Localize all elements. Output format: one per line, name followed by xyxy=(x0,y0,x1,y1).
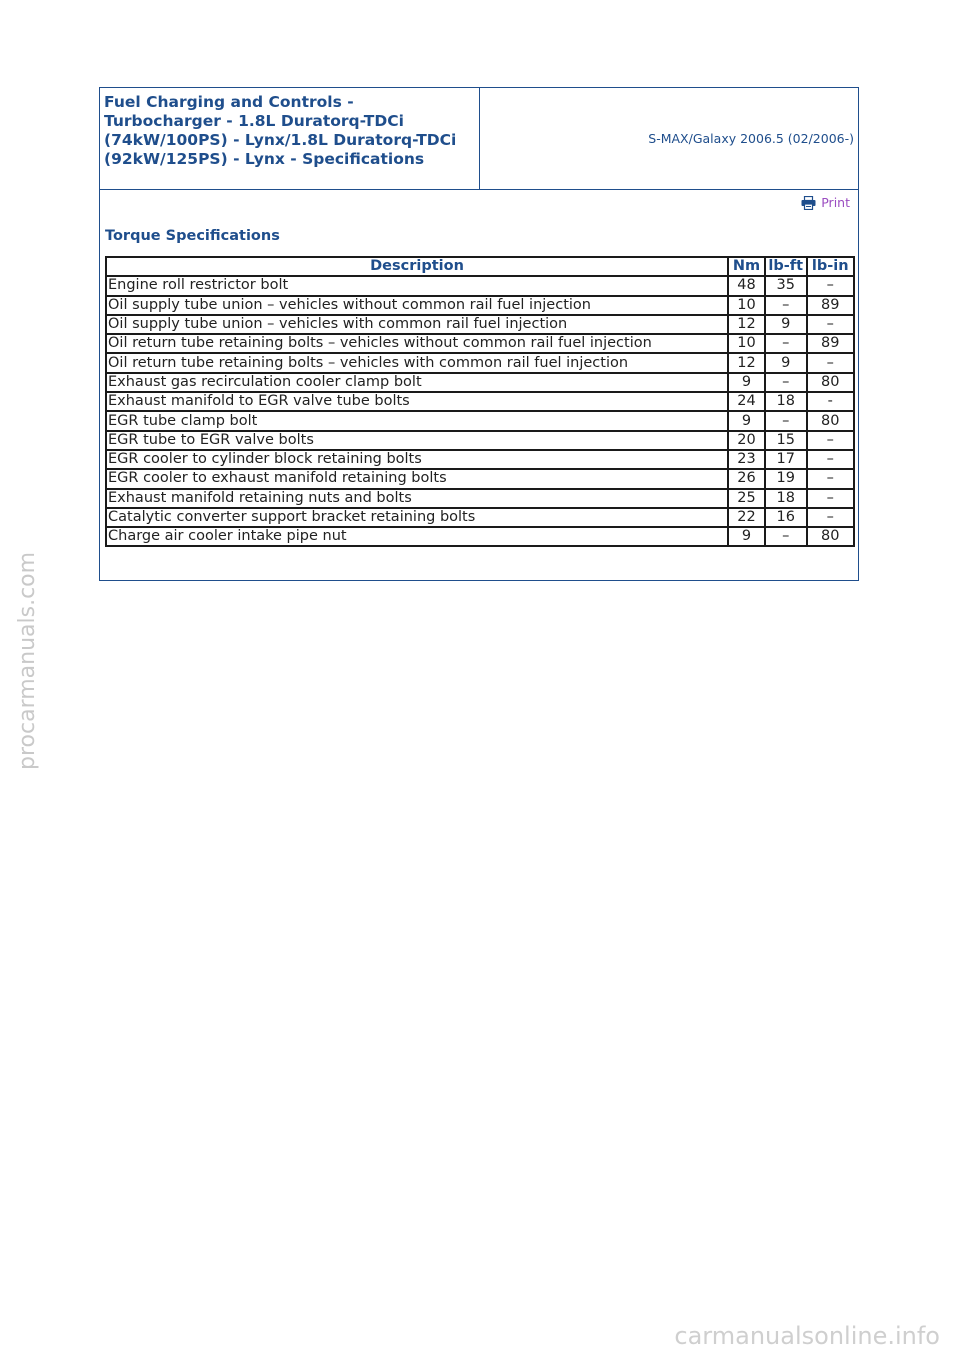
cell-lbft: 19 xyxy=(765,469,807,488)
table-row xyxy=(106,450,854,469)
cell-lbin: – xyxy=(807,508,854,527)
cell-description: Engine roll restrictor bolt xyxy=(106,276,728,295)
printer-icon xyxy=(801,196,816,210)
cell-lbft: – xyxy=(765,334,807,353)
header-model-cell xyxy=(480,88,858,190)
cell-nm: 10 xyxy=(728,296,765,315)
column-header-lbin: lb-in xyxy=(807,257,854,276)
header-title-cell xyxy=(100,88,480,190)
model-label: S-MAX/Galaxy 2006.5 (02/2006-) xyxy=(648,131,854,146)
cell-description: EGR tube clamp bolt xyxy=(106,411,728,430)
table-row xyxy=(106,469,854,488)
cell-description: Exhaust manifold to EGR valve tube bolts xyxy=(106,392,728,411)
cell-nm: 23 xyxy=(728,450,765,469)
table-row xyxy=(106,431,854,450)
column-header-description: Description xyxy=(106,257,728,276)
cell-lbft: 9 xyxy=(765,315,807,334)
print-label: Print xyxy=(821,195,850,210)
table-row xyxy=(106,353,854,372)
table-row xyxy=(106,373,854,392)
cell-nm: 24 xyxy=(728,392,765,411)
column-header-nm: Nm xyxy=(728,257,765,276)
column-header-lbft: lb-ft xyxy=(765,257,807,276)
torque-spec-table xyxy=(105,256,855,547)
cell-nm: 12 xyxy=(728,315,765,334)
cell-lbin: – xyxy=(807,469,854,488)
cell-description: EGR tube to EGR valve bolts xyxy=(106,431,728,450)
cell-lbin: – xyxy=(807,353,854,372)
side-watermark: procarmanuals.com xyxy=(15,551,40,770)
cell-nm: 10 xyxy=(728,334,765,353)
cell-lbft: 15 xyxy=(765,431,807,450)
cell-nm: 26 xyxy=(728,469,765,488)
cell-lbin: – xyxy=(807,431,854,450)
cell-lbft: 35 xyxy=(765,276,807,295)
cell-nm: 22 xyxy=(728,508,765,527)
cell-lbft: 18 xyxy=(765,392,807,411)
cell-lbin: – xyxy=(807,315,854,334)
cell-lbin: 80 xyxy=(807,527,854,546)
table-row xyxy=(106,296,854,315)
cell-description: Exhaust manifold retaining nuts and bolts xyxy=(106,489,728,508)
table-row xyxy=(106,334,854,353)
cell-description: Oil return tube retaining bolts – vehicles with common rail fuel injection xyxy=(106,353,728,372)
table-row xyxy=(106,411,854,430)
cell-lbft: – xyxy=(765,527,807,546)
cell-lbft: 9 xyxy=(765,353,807,372)
cell-lbin: 89 xyxy=(807,334,854,353)
table-row xyxy=(106,489,854,508)
print-link[interactable] xyxy=(801,195,850,210)
cell-lbin: - xyxy=(807,392,854,411)
table-header-row xyxy=(106,257,854,276)
document-frame xyxy=(99,87,859,581)
table-row xyxy=(106,508,854,527)
cell-lbft: 17 xyxy=(765,450,807,469)
cell-nm: 20 xyxy=(728,431,765,450)
cell-lbin: – xyxy=(807,276,854,295)
section-title: Torque Specifications xyxy=(105,228,280,244)
cell-nm: 9 xyxy=(728,411,765,430)
cell-description: Catalytic converter support bracket retaining bolts xyxy=(106,508,728,527)
cell-lbin: 80 xyxy=(807,373,854,392)
cell-lbin: – xyxy=(807,450,854,469)
cell-description: Charge air cooler intake pipe nut xyxy=(106,527,728,546)
cell-lbft: – xyxy=(765,296,807,315)
cell-nm: 12 xyxy=(728,353,765,372)
page-title: Fuel Charging and Controls - Turbocharger - 1.8L Duratorq-TDCi (74kW/100PS) - Lynx/1.8L Duratorq-TDCi (92kW/125PS) - Lynx - Specifications xyxy=(104,93,457,168)
cell-description: EGR cooler to cylinder block retaining bolts xyxy=(106,450,728,469)
cell-lbft: – xyxy=(765,411,807,430)
cell-nm: 25 xyxy=(728,489,765,508)
table-row xyxy=(106,315,854,334)
cell-nm: 9 xyxy=(728,527,765,546)
cell-description: Oil supply tube union – vehicles with common rail fuel injection xyxy=(106,315,728,334)
table-row xyxy=(106,392,854,411)
cell-lbft: 16 xyxy=(765,508,807,527)
cell-lbin: – xyxy=(807,489,854,508)
cell-description: Oil supply tube union – vehicles without common rail fuel injection xyxy=(106,296,728,315)
cell-nm: 9 xyxy=(728,373,765,392)
cell-description: EGR cooler to exhaust manifold retaining bolts xyxy=(106,469,728,488)
cell-lbft: 18 xyxy=(765,489,807,508)
cell-description: Oil return tube retaining bolts – vehicles without common rail fuel injection xyxy=(106,334,728,353)
table-row xyxy=(106,527,854,546)
cell-lbft: – xyxy=(765,373,807,392)
cell-lbin: 80 xyxy=(807,411,854,430)
cell-lbin: 89 xyxy=(807,296,854,315)
table-row xyxy=(106,276,854,295)
cell-description: Exhaust gas recirculation cooler clamp bolt xyxy=(106,373,728,392)
bottom-watermark: carmanualsonline.info xyxy=(674,1322,940,1350)
cell-nm: 48 xyxy=(728,276,765,295)
